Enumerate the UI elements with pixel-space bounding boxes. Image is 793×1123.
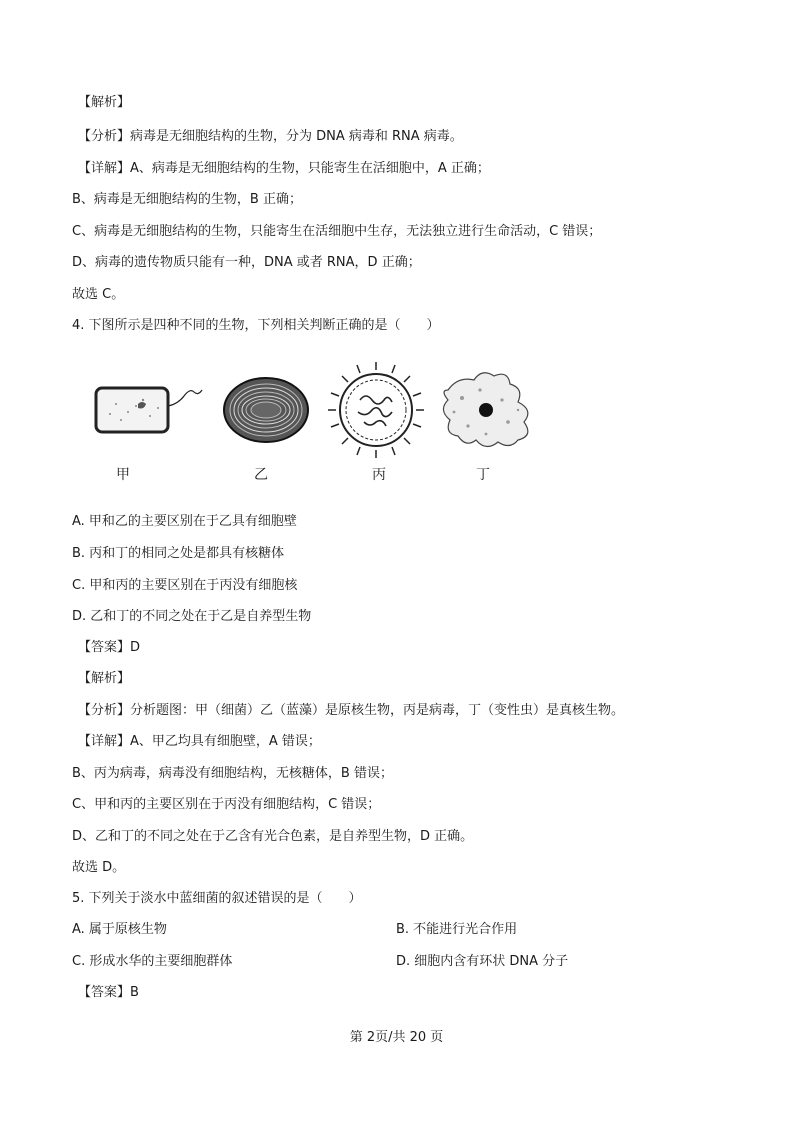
q4-analysis-heading: 【解析】	[78, 671, 131, 686]
q4-choice-summary: 故选 D。	[72, 860, 126, 875]
cyanobacterium-drawing	[224, 378, 308, 442]
label-bing: 丙	[372, 467, 386, 483]
question-4: 4. 下图所示是四种不同的生物，下列相关判断正确的是（ ）	[72, 318, 440, 333]
label-yi: 乙	[254, 467, 268, 483]
organisms-figure	[88, 360, 568, 490]
detail-a: 【详解】A、病毒是无细胞结构的生物，只能寄生在活细胞中，A 正确；	[78, 161, 490, 176]
detail-b: B、病毒是无细胞结构的生物，B 正确；	[72, 192, 302, 207]
page-footer: 第 2页/共 20 页	[349, 1030, 444, 1045]
q4-detail-a: 【详解】A、甲乙均具有细胞壁，A 错误；	[78, 734, 321, 749]
q4-option-a: A. 甲和乙的主要区别在于乙具有细胞壁	[72, 514, 297, 529]
q5-option-b: B. 不能进行光合作用	[396, 922, 518, 937]
q4-option-c: C. 甲和丙的主要区别在于丙没有细胞核	[72, 578, 298, 593]
q4-detail-b: B、丙为病毒，病毒没有细胞结构，无核糖体，B 错误；	[72, 766, 393, 781]
q5-answer: 【答案】B	[78, 985, 139, 1000]
analysis-heading: 【解析】	[78, 95, 131, 110]
virus-drawing	[328, 362, 424, 458]
q5-option-d: D. 细胞内含有环状 DNA 分子	[396, 954, 569, 969]
detail-d: D、病毒的遗传物质只能有一种，DNA 或者 RNA，D 正确；	[72, 255, 421, 270]
q4-option-b: B. 丙和丁的相同之处是都具有核糖体	[72, 546, 285, 561]
q4-detail-c: C、甲和丙的主要区别在于丙没有细胞结构，C 错误；	[72, 797, 381, 812]
q4-option-d: D. 乙和丁的不同之处在于乙是自养型生物	[72, 609, 312, 624]
q5-option-a: A. 属于原核生物	[72, 922, 167, 937]
question-5: 5. 下列关于淡水中蓝细菌的叙述错误的是（ ）	[72, 891, 362, 906]
analysis-text: 【分析】病毒是无细胞结构的生物，分为 DNA 病毒和 RNA 病毒。	[78, 129, 463, 144]
q5-option-c: C. 形成水华的主要细胞群体	[72, 954, 233, 969]
label-jia: 甲	[116, 467, 130, 483]
q4-answer: 【答案】D	[78, 640, 141, 655]
detail-c: C、病毒是无细胞结构的生物，只能寄生在活细胞中生存，无法独立进行生命活动，C 错误；	[72, 224, 602, 239]
choice-summary: 故选 C。	[72, 287, 125, 302]
organisms-illustration	[88, 360, 568, 460]
label-ding: 丁	[476, 467, 490, 483]
bacterium-drawing	[96, 388, 202, 432]
amoeba-drawing	[443, 373, 527, 447]
q4-detail-d: D、乙和丁的不同之处在于乙含有光合色素，是自养型生物，D 正确。	[72, 829, 474, 844]
q4-analysis-text: 【分析】分析题图：甲（细菌）乙（蓝藻）是原核生物，丙是病毒，丁（变性虫）是真核生物。	[78, 703, 625, 718]
